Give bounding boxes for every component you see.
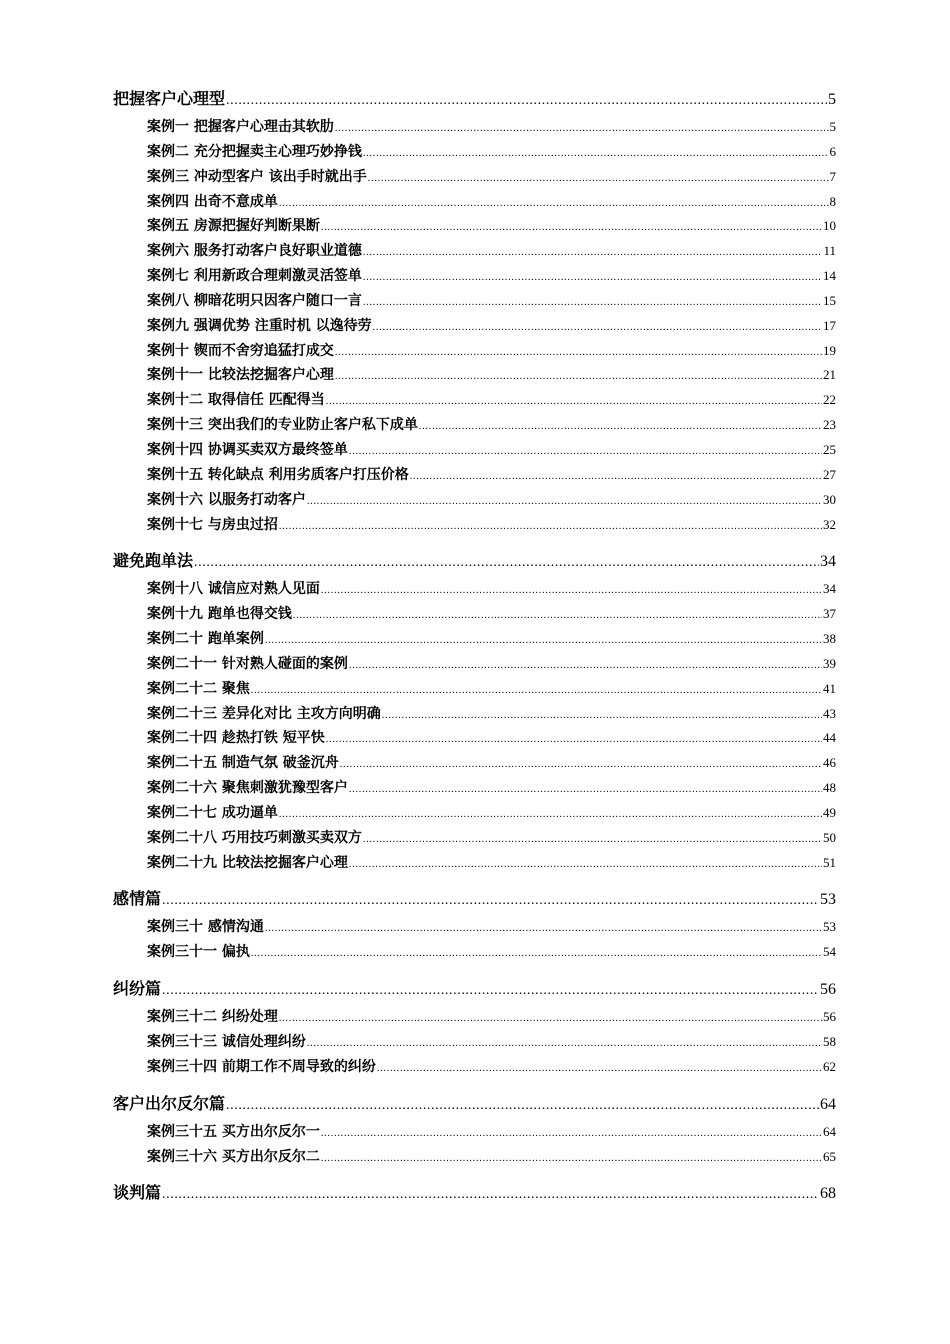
toc-entry-title: 案例二十四 趁热打铁 短平快 [147,730,325,747]
toc-section-page-number: 68 [820,1185,836,1203]
toc-entry-group [113,114,836,539]
toc-entry[interactable] [113,777,836,802]
dot-leader [321,585,822,596]
toc-entry-title: 案例三十五 买方出尔反尔一 [147,1123,320,1140]
toc-section[interactable] [113,548,836,576]
toc-entry-page-number: 48 [823,780,836,796]
toc-section-title: 避免跑单法 [113,551,194,571]
dot-leader [349,784,822,795]
dot-leader [326,396,822,407]
toc-entry-title: 案例三十一 偏执 [147,944,250,961]
toc-entry[interactable] [113,703,836,728]
toc-entry-page-number: 7 [829,168,836,184]
toc-entry-page-number: 41 [823,680,836,696]
toc-entry-title: 案例十一 比较法挖掘客户心理 [147,367,334,384]
toc-entry[interactable] [113,1056,836,1081]
dot-leader [419,421,822,432]
toc-entry-title: 案例二十五 制造气氛 破釜沉舟 [147,755,339,772]
dot-leader [335,123,829,134]
toc-entry-title: 案例十三 突出我们的专业防止客户私下成单 [147,417,418,434]
dot-leader [162,1187,819,1203]
toc-entry-title: 案例六 服务打动客户良好职业道德 [147,243,362,260]
toc-entry[interactable] [113,514,836,539]
toc-entry-page-number: 50 [823,829,836,845]
toc-entry-title: 案例三十六 买方出尔反尔二 [147,1148,320,1165]
dot-leader [321,222,822,233]
toc-section-title: 感情篇 [113,889,162,909]
toc-section[interactable] [113,1180,836,1208]
toc-entry-title: 案例十四 协调买卖双方最终签单 [147,441,348,458]
toc-entry-page-number: 17 [823,317,836,333]
toc-section[interactable] [113,886,836,914]
toc-entry[interactable] [113,166,836,191]
toc-entry-title: 案例三 冲动型客户 该出手时就出手 [147,168,367,185]
dot-leader [321,1128,822,1139]
dot-leader [363,272,822,283]
toc-entry-page-number: 32 [823,516,836,532]
dot-leader [349,660,822,671]
toc-entry-page-number: 53 [823,919,836,935]
toc-entry[interactable] [113,191,836,216]
toc-entry-title: 案例八 柳暗花明只因客户随口一言 [147,292,362,309]
toc-entry-group [113,576,836,877]
toc-section-title: 客户出尔反尔篇 [113,1093,226,1113]
toc-entry[interactable] [113,802,836,827]
toc-entry[interactable] [113,1146,836,1171]
toc-section[interactable] [113,1091,836,1119]
toc-section-title: 谈判篇 [113,1183,162,1203]
toc-entry-page-number: 38 [823,631,836,647]
toc-entry-page-number: 44 [823,730,836,746]
dot-leader [279,1013,822,1024]
toc-entry[interactable] [113,678,836,703]
toc-entry-title: 案例三十 感情沟通 [147,919,264,936]
dot-leader [382,710,822,721]
toc-entry[interactable] [113,852,836,877]
toc-entry[interactable] [113,1121,836,1146]
toc-entry[interactable] [113,827,836,852]
dot-leader [349,859,822,870]
toc-section-page-number: 5 [828,91,836,108]
toc-entry-group [113,1004,836,1082]
toc-entry-group [113,914,836,967]
toc-entry[interactable] [113,215,836,240]
toc-section-page-number: 56 [820,981,836,999]
dot-leader [251,685,822,696]
toc-section-page-number: 64 [820,1095,836,1113]
toc-entry[interactable] [113,916,836,941]
dot-leader [373,322,822,333]
dot-leader [279,198,829,209]
toc-section-title: 纠纷篇 [113,979,162,999]
table-of-contents [113,86,836,1208]
dot-leader [321,1153,822,1164]
toc-entry-title: 案例二十七 成功逼单 [147,804,278,821]
toc-entry-page-number: 51 [823,854,836,870]
toc-entry[interactable] [113,389,836,414]
toc-entry-title: 案例一 把握客户心理击其软肋 [147,119,334,135]
toc-entry[interactable] [113,653,836,678]
toc-entry-page-number: 21 [823,367,836,383]
toc-entry[interactable] [113,265,836,290]
toc-entry-title: 案例二十 跑单案例 [147,631,264,648]
toc-entry-title: 案例十五 转化缺点 利用劣质客户打压价格 [147,466,409,483]
toc-entry-page-number: 62 [823,1058,836,1074]
toc-entry[interactable] [113,752,836,777]
toc-entry-page-number: 6 [829,143,836,159]
toc-entry-title: 案例九 强调优势 注重时机 以逸待劳 [147,317,372,334]
dot-leader [340,759,822,770]
dot-leader [279,521,822,532]
dot-leader [293,610,822,621]
toc-entry-title: 案例十八 诚信应对熟人见面 [147,581,320,598]
toc-entry-title: 案例二十六 聚焦刺激犹豫型客户 [147,780,348,797]
toc-entry-title: 案例七 利用新政合理刺激灵活签单 [147,268,362,285]
toc-entry-title: 案例二十三 差异化对比 主攻方向明确 [147,705,381,722]
dot-leader [194,555,819,571]
toc-entry[interactable] [113,340,836,365]
toc-entry-page-number: 43 [823,705,836,721]
toc-entry[interactable] [113,464,836,489]
toc-entry-title: 案例十七 与房虫过招 [147,516,278,533]
dot-leader [162,893,819,909]
toc-entry-title: 案例十 锲而不舍穷追猛打成交 [147,342,334,359]
dot-leader [363,148,829,159]
dot-leader [349,446,822,457]
toc-entry[interactable] [113,315,836,340]
dot-leader [326,734,822,745]
dot-leader [251,948,822,959]
toc-section-page-number: 53 [820,891,836,909]
toc-entry-title: 案例二十九 比较法挖掘客户心理 [147,854,348,871]
toc-entry-title: 案例十九 跑单也得交钱 [147,606,292,623]
dot-leader [363,247,823,258]
toc-entry[interactable] [113,941,836,966]
toc-entry-title: 案例三十三 诚信处理纠纷 [147,1034,306,1050]
toc-entry-title: 案例四 出奇不意成单 [147,193,278,210]
toc-entry-title: 案例二十八 巧用技巧刺激买卖双方 [147,829,362,846]
toc-section-page-number: 34 [820,553,836,571]
toc-entry-page-number: 8 [829,193,836,209]
dot-leader [363,834,822,845]
toc-entry[interactable] [113,1006,836,1031]
toc-entry[interactable] [113,364,836,389]
toc-entry-title: 案例五 房源把握好判断果断 [147,218,320,235]
toc-entry-page-number: 49 [823,804,836,820]
toc-entry[interactable] [113,290,836,315]
toc-entry-page-number: 54 [823,944,836,960]
toc-entry-page-number: 25 [823,441,836,457]
toc-entry-title: 案例二十一 针对熟人碰面的案例 [147,655,348,672]
dot-leader [377,1063,822,1074]
toc-entry[interactable] [113,578,836,603]
toc-entry-page-number: 37 [823,606,836,622]
toc-entry-page-number: 5 [829,119,836,134]
toc-entry-page-number: 56 [823,1009,836,1025]
toc-entry-page-number: 19 [823,342,836,358]
toc-entry-page-number: 65 [823,1148,836,1164]
dot-leader [335,371,822,382]
toc-entry[interactable] [113,141,836,166]
toc-entry-page-number: 64 [823,1123,836,1139]
dot-leader [307,496,822,507]
dot-leader [226,1098,819,1114]
toc-entry-page-number: 11 [823,243,836,259]
dot-leader [265,923,822,934]
toc-entry-title: 案例十六 以服务打动客户 [147,491,306,508]
toc-entry-title: 案例三十二 纠纷处理 [147,1009,278,1026]
toc-entry-page-number: 22 [823,392,836,408]
toc-entry[interactable] [113,240,836,265]
toc-entry-title: 案例三十四 前期工作不周导致的纠纷 [147,1058,376,1075]
toc-entry-title: 案例十二 取得信任 匹配得当 [147,392,325,409]
dot-leader [410,471,822,482]
toc-entry-page-number: 15 [823,292,836,308]
dot-leader [279,809,822,820]
dot-leader [226,93,827,109]
toc-section[interactable] [113,86,836,114]
dot-leader [363,297,822,308]
toc-entry-page-number: 58 [823,1034,836,1049]
toc-entry[interactable] [113,489,836,514]
toc-entry[interactable] [113,439,836,464]
toc-entry-page-number: 14 [823,268,836,284]
dot-leader [335,347,822,358]
toc-entry-page-number: 23 [823,417,836,433]
toc-entry-title: 案例二十二 聚焦 [147,680,250,697]
toc-entry[interactable] [113,1031,836,1056]
toc-entry-page-number: 27 [823,466,836,482]
toc-section-title: 把握客户心理型 [113,89,226,108]
toc-entry-group [113,1119,836,1172]
dot-leader [265,635,822,646]
toc-entry-title: 案例二 充分把握卖主心理巧妙挣钱 [147,143,362,160]
dot-leader [162,983,819,999]
toc-entry[interactable] [113,628,836,653]
toc-entry-page-number: 34 [823,581,836,597]
toc-entry-page-number: 30 [823,491,836,507]
toc-entry[interactable] [113,116,836,141]
toc-entry[interactable] [113,727,836,752]
toc-entry[interactable] [113,414,836,439]
toc-entry[interactable] [113,603,836,628]
dot-leader [307,1038,822,1049]
dot-leader [368,173,829,184]
toc-entry-page-number: 10 [823,218,836,234]
toc-section[interactable] [113,976,836,1004]
toc-entry-page-number: 39 [823,655,836,671]
toc-entry-page-number: 46 [823,755,836,771]
